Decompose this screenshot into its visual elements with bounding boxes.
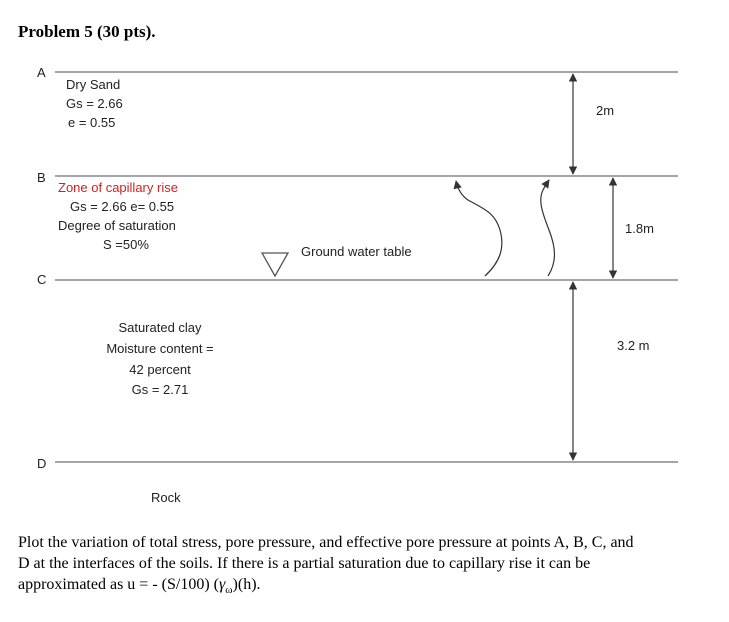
dry-sand-label: Dry Sand bbox=[66, 77, 121, 92]
water-table-symbol-icon bbox=[262, 253, 288, 276]
saturated-clay-moisture-value: 42 percent bbox=[129, 362, 191, 377]
interface-label-d: D bbox=[37, 456, 47, 471]
instructions-line-3 bbox=[18, 574, 718, 601]
saturated-clay-gs: Gs = 2.71 bbox=[131, 382, 189, 397]
problem-title: Problem 5 (30 pts). bbox=[18, 22, 156, 41]
saturated-clay-moisture-label: Moisture content = bbox=[106, 341, 214, 356]
capillary-zone-title: Zone of capillary rise bbox=[58, 180, 178, 195]
instructions-formula-end: )(h). bbox=[232, 576, 261, 593]
interface-label-a: A bbox=[37, 65, 46, 80]
dimension-label-3-2m: 3.2 m bbox=[617, 338, 650, 353]
instructions-line-2: D at the interfaces of the soils. If there is a partial saturation due to capillary rise it can be bbox=[18, 555, 591, 572]
saturated-clay-label: Saturated clay bbox=[118, 320, 202, 335]
capillary-rise-curve-2 bbox=[541, 180, 555, 276]
capillary-zone-gs-e: Gs = 2.66 e= 0.55 bbox=[70, 199, 175, 214]
capillary-rise-curve-1 bbox=[456, 181, 502, 276]
interface-label-c: C bbox=[37, 272, 47, 287]
instructions-formula-start: approximated as u = - (S/100) ( bbox=[18, 576, 219, 593]
interface-label-b: B bbox=[37, 170, 46, 185]
dry-sand-gs: Gs = 2.66 bbox=[66, 96, 123, 111]
dimension-label-2m: 2m bbox=[596, 103, 615, 118]
instructions-line-1: Plot the variation of total stress, pore pressure, and effective pore pressure at points A, B, C, and bbox=[18, 534, 634, 551]
dry-sand-void-ratio: e = 0.55 bbox=[68, 115, 116, 130]
ground-water-table-label: Ground water table bbox=[301, 244, 412, 259]
capillary-zone-saturation-value: S =50% bbox=[103, 237, 149, 252]
water-subscript: ω bbox=[225, 584, 233, 597]
problem-instructions bbox=[18, 532, 718, 601]
rock-label: Rock bbox=[151, 490, 181, 505]
unit-weight-symbol: γ bbox=[218, 576, 226, 593]
capillary-zone-saturation-label: Degree of saturation bbox=[58, 218, 176, 233]
dimension-label-1-8m: 1.8m bbox=[625, 221, 654, 236]
